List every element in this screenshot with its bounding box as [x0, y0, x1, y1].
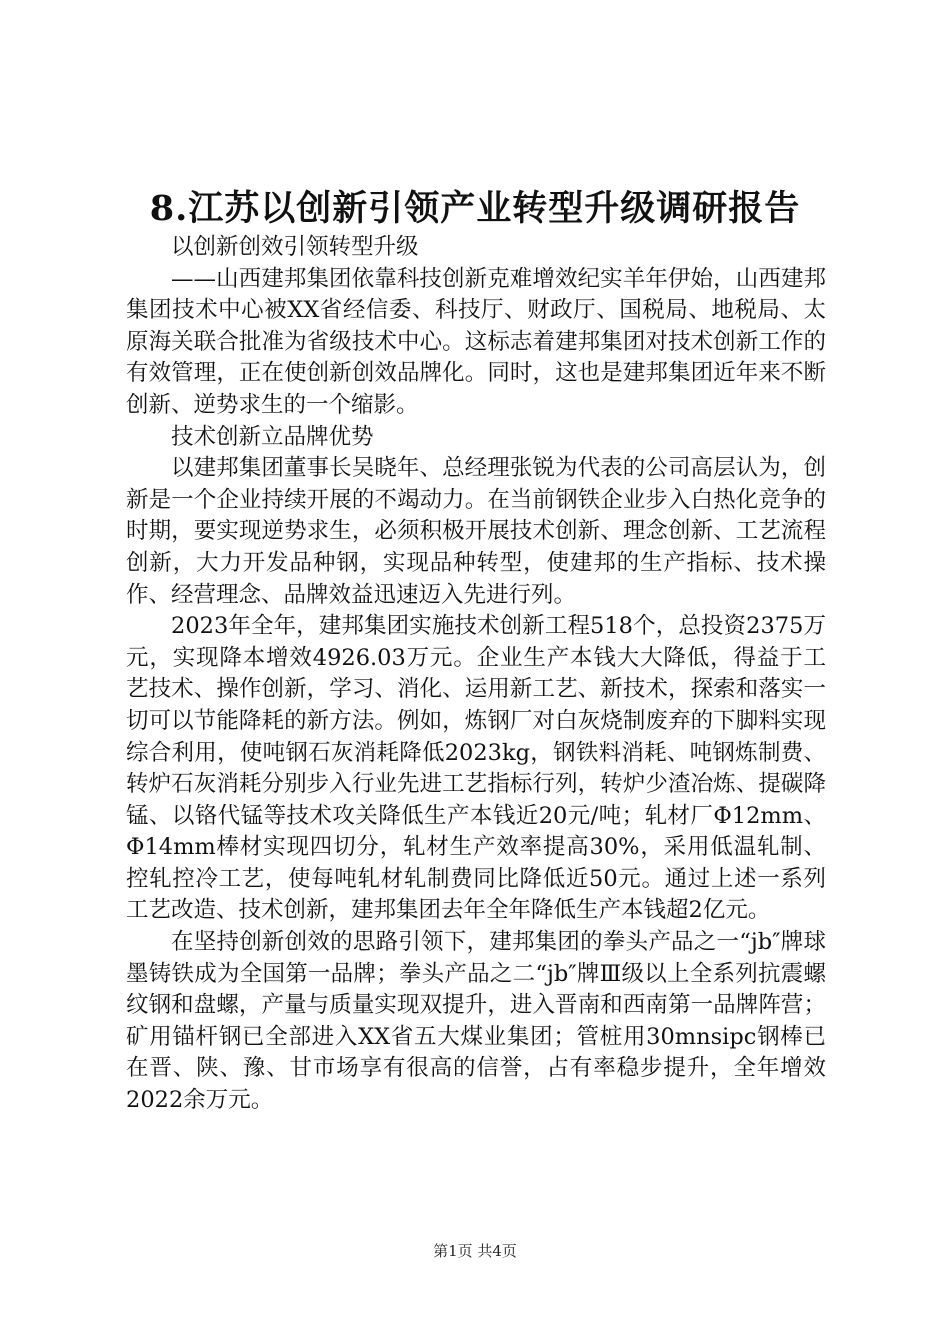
- intro-paragraph: ——山西建邦集团依靠科技创新克难增效纪实羊年伊始，山西建邦集团技术中心被XX省经信委、科技厅、财政厅、国税局、地税局、太原海关联合批准为省级技术中心。这标志着建邦集团对技术创新工作的有效管理，正在使创新创效品牌化。同时，这也是建邦集团近年来不断创新、逆势求生的一个缩影。: [126, 265, 826, 418]
- document-title: 8.江苏以创新引领产业转型升级调研报告: [149, 188, 801, 229]
- body-paragraph: 以建邦集团董事长吴晓年、总经理张锐为代表的公司高层认为，创新是一个企业持续开展的不竭动力。在当前钢铁企业步入白热化竞争的时期，要实现逆势求生，必须积极开展技术创新、理念创新、工艺流程创新，大力开发品种钢，实现品种转型，使建邦的生产指标、技术操作、经营理念、品牌效益迅速迈入先进行列。: [126, 455, 826, 608]
- body-paragraph: 在坚持创新创效的思路引领下，建邦集团的拳头产品之一“jb″牌球墨铸铁成为全国第一品牌；拳头产品之二“jb″牌Ⅲ级以上全系列抗震螺纹钢和盘螺，产量与质量实现双提升，进入晋南和西南第一品牌阵营；矿用锚杆钢已全部进入XX省五大煤业集团；管桩用30mnsipc钢棒已在晋、陕、豫、甘市场享有很高的信誉，占有率稳步提升，全年增效2022余万元。: [126, 929, 826, 1114]
- page-footer: 第1页 共4页: [433, 1242, 517, 1260]
- body-paragraph: 2023年全年，建邦集团实施技术创新工程518个，总投资2375万元，实现降本增效4926.03万元。企业生产本钱大大降低，得益于工艺技术、操作创新，学习、消化、运用新工艺、新技术，探索和落实一切可以节能降耗的新方法。例如，炼钢厂对白灰烧制废弃的下脚料实现综合利用，使吨钢石灰消耗降低2023kg，钢铁料消耗、吨钢炼制费、转炉石灰消耗分别步入行业先进工艺指标行列，转炉少渣冶炼、提碳降锰、以铬代锰等技术攻关降低生产本钱近20元/吨；轧材厂Φ12mm、Φ14mm棒材实现四切分，轧材生产效率提高30%，采用低温轧制、控轧控冷工艺，使每吨轧材轧制费同比降低近50元。通过上述一系列工艺改造、技术创新，建邦集团去年全年降低生产本钱超2亿元。: [126, 613, 826, 924]
- section-heading: 技术创新立品牌优势: [171, 423, 374, 450]
- document-body: [126, 232, 826, 1117]
- subtitle-paragraph: 以创新创效引领转型升级: [171, 234, 419, 260]
